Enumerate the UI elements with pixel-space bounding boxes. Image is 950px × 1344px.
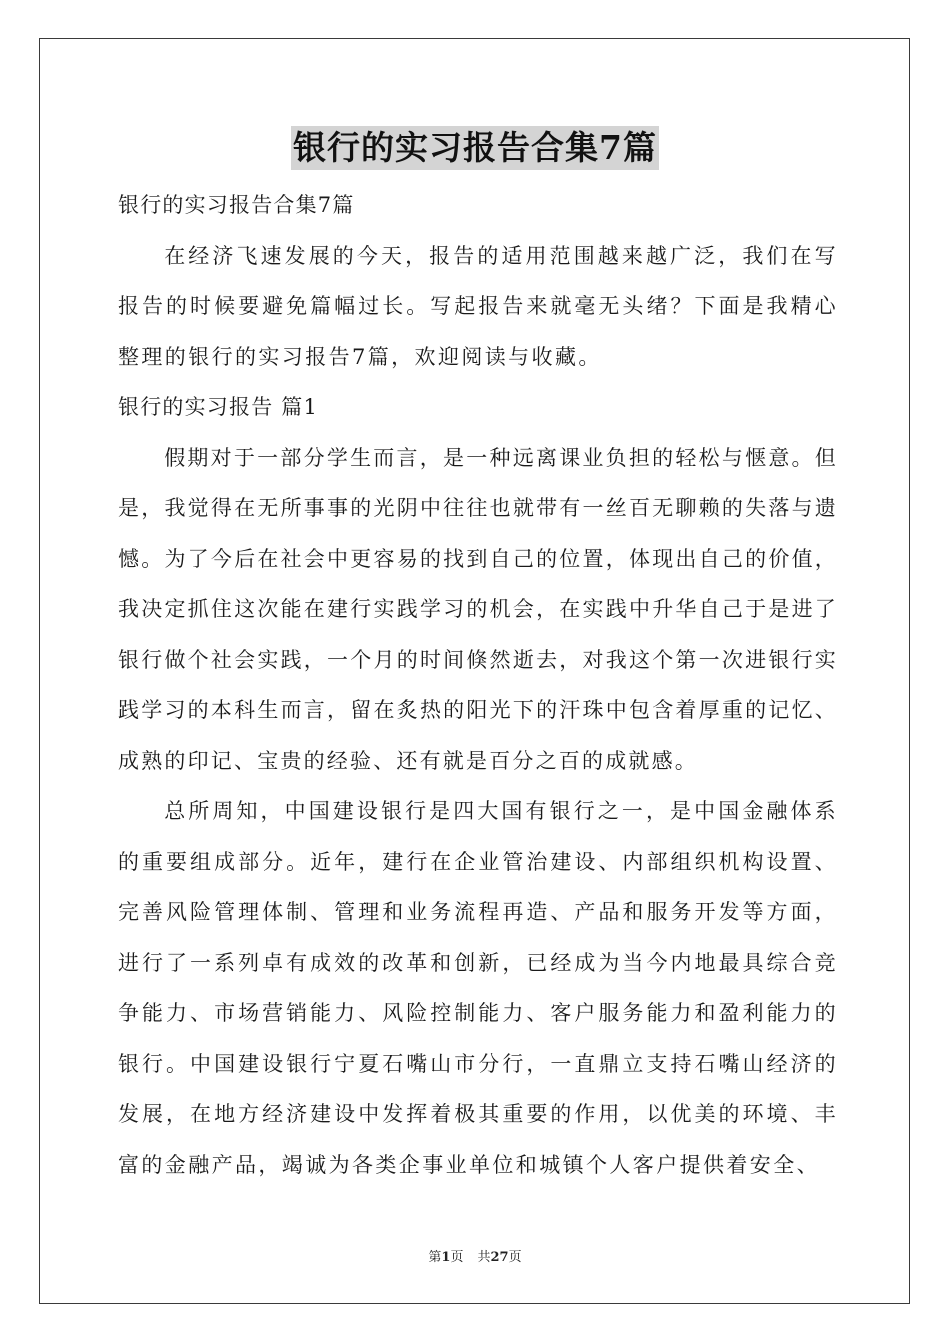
intro-paragraph: 在经济飞速发展的今天，报告的适用范围越来越广泛，我们在写报告的时候要避免篇幅过长。写起报告来就毫无头绪？下面是我精心整理的银行的实习报告7篇，欢迎阅读与收藏。 <box>118 243 838 369</box>
document-title: 银行的实习报告合集7篇 <box>291 126 659 170</box>
section-heading: 银行的实习报告 篇1 <box>118 395 319 419</box>
footer-page-total: 27 <box>490 1250 509 1265</box>
footer-total-prefix: 共 <box>477 1250 491 1265</box>
title-container <box>0 126 950 170</box>
footer-page-current: 1 <box>441 1250 451 1265</box>
footer-page-unit: 页 <box>450 1250 464 1265</box>
body-paragraph-1: 假期对于一部分学生而言，是一种远离课业负担的轻松与惬意。但是，我觉得在无所事事的光阴中往往也就带有一丝百无聊赖的失落与遗憾。为了今后在社会中更容易的找到自己的位置，体现出自己的价值，我决定抓住这次能在建行实践学习的机会，在实践中升华自己于是进了银行做个社会实践，一个月的时间倏然逝去，对我这个第一次进银行实践学习的本科生而言，留在炙热的阳光下的汗珠中包含着厚重的记忆、成熟的印记、宝贵的经验、还有就是百分之百的成就感。 <box>118 445 838 773</box>
document-subtitle: 银行的实习报告合集7篇 <box>118 193 355 217</box>
footer-page-prefix: 第 <box>428 1250 442 1265</box>
body-paragraph-2: 总所周知，中国建设银行是四大国有银行之一，是中国金融体系的重要组成部分。近年，建行在企业管治建设、内部组织机构设置、完善风险管理体制、管理和业务流程再造、产品和服务开发等方面，进行了一系列卓有成效的改革和创新，已经成为当今内地最具综合竞争能力、市场营销能力、风险控制能力、客户服务能力和盈利能力的银行。中国建设银行宁夏石嘴山市分行，一直鼎立支持石嘴山经济的发展，在地方经济建设中发挥着极其重要的作用，以优美的环境、丰富的金融产品，竭诚为各类企事业单位和城镇个人客户提供着安全、 <box>118 799 838 1177</box>
footer-total-unit: 页 <box>508 1250 522 1265</box>
page-footer <box>0 1246 950 1265</box>
document-body <box>118 180 838 1190</box>
